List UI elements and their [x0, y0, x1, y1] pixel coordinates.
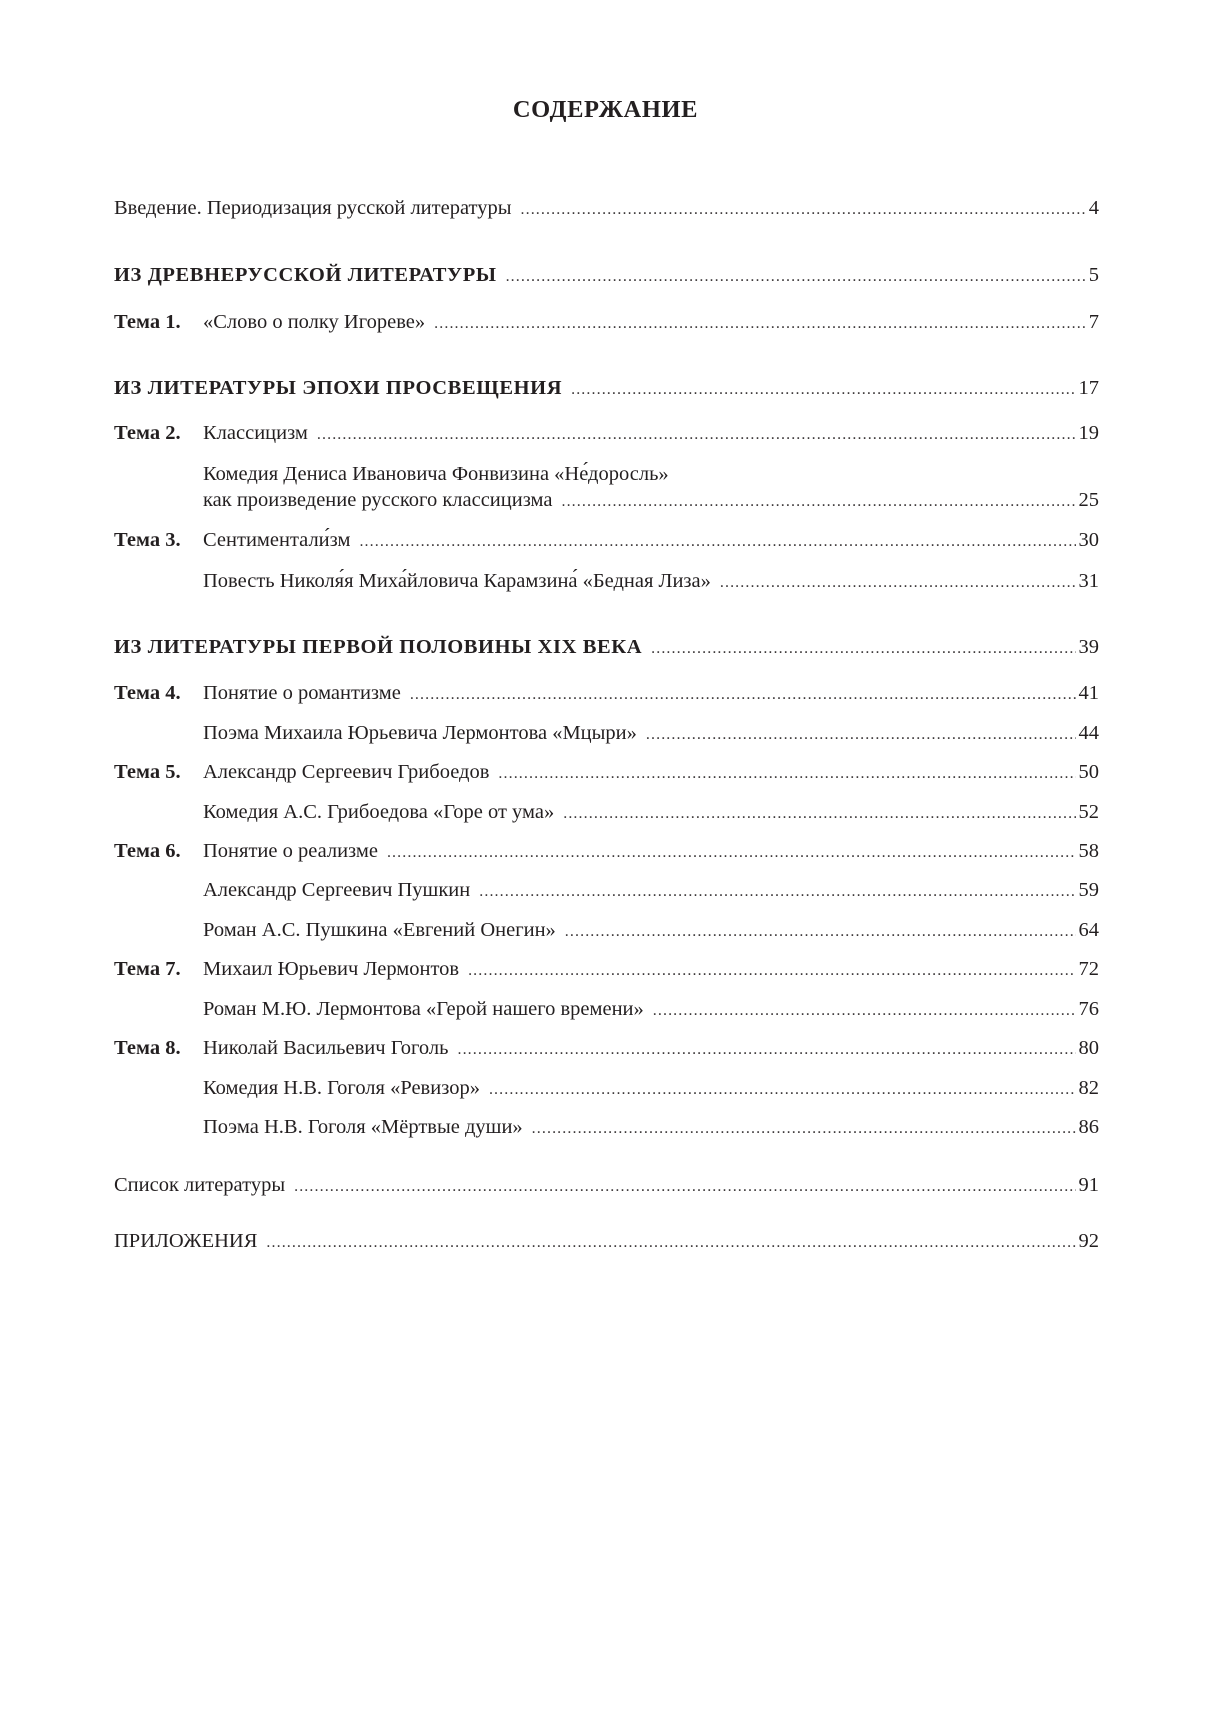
- dot-leader: [565, 919, 1076, 945]
- toc-section-enlightenment[interactable]: [114, 375, 1099, 401]
- toc-section-title: ИЗ ЛИТЕРАТУРЫ ЭПОХИ ПРОСВЕЩЕНИЯ: [114, 377, 563, 399]
- toc-entry-bibliography[interactable]: [114, 1172, 1099, 1198]
- toc-entry-text: Повесть Николя́я Миха́йловича Карамзина́ «Бедная Лиза»: [203, 570, 711, 592]
- toc-page-number: 44: [1078, 722, 1099, 744]
- dot-leader: [571, 377, 1075, 403]
- toc-section-title: ИЗ ДРЕВНЕРУССКОЙ ЛИТЕРАТУРЫ: [114, 264, 497, 286]
- toc-entry-topic-1[interactable]: [114, 309, 1099, 335]
- toc-page-number: 39: [1078, 636, 1099, 658]
- toc-page-number: 30: [1078, 529, 1099, 551]
- toc-entry-text: Комедия Н.В. Гоголя «Ревизор»: [203, 1077, 480, 1099]
- dot-leader: [410, 682, 1076, 708]
- toc-entry-text: Поэма Н.В. Гоголя «Мёртвые души»: [203, 1116, 523, 1138]
- toc-entry-text: ПРИЛОЖЕНИЯ: [114, 1230, 258, 1252]
- topic-number: Тема 6.: [114, 840, 181, 862]
- dot-leader: [651, 636, 1075, 662]
- toc-entry-appendices[interactable]: [114, 1228, 1099, 1254]
- toc-page-number: 59: [1078, 879, 1099, 901]
- toc-entry-topic-8-dead-souls[interactable]: [114, 1114, 1099, 1140]
- toc-entry-topic-7-hero[interactable]: [114, 996, 1099, 1022]
- dot-leader: [646, 722, 1076, 748]
- toc-page-number: 58: [1078, 840, 1099, 862]
- toc-entry-text: Поэма Михаила Юрьевича Лермонтова «Мцыри»: [203, 722, 637, 744]
- toc-entry-topic-2[interactable]: [114, 420, 1099, 446]
- toc-entry-text: Роман А.С. Пушкина «Евгений Онегин»: [203, 919, 556, 941]
- toc-entry-text: Понятие о романтизме: [203, 682, 401, 704]
- dot-leader: [387, 840, 1076, 866]
- topic-number: Тема 4.: [114, 682, 181, 704]
- toc-page-number: 41: [1078, 682, 1099, 704]
- topic-number: Тема 8.: [114, 1037, 181, 1059]
- toc-page-number: 76: [1078, 998, 1099, 1020]
- toc-entry-text: Николай Васильевич Гоголь: [203, 1037, 449, 1059]
- toc-entry-topic-5-gore[interactable]: [114, 799, 1099, 825]
- dot-leader: [521, 197, 1086, 223]
- toc-page-number: 50: [1078, 761, 1099, 783]
- toc-entry-topic-5[interactable]: [114, 759, 1099, 785]
- toc-entry-text: Михаил Юрьевич Лермонтов: [203, 958, 460, 980]
- toc-section-old-russian[interactable]: [114, 262, 1099, 288]
- dot-leader: [479, 879, 1075, 905]
- toc-page-number: 80: [1078, 1037, 1099, 1059]
- toc-entry-text: Классицизм: [203, 422, 308, 444]
- toc-entry-topic-7[interactable]: [114, 956, 1099, 982]
- toc-entry-text: Введение. Периодизация русской литературы: [114, 197, 512, 219]
- toc-entry-text-line2: как произведение русского классицизма: [203, 489, 553, 511]
- topic-number: Тема 2.: [114, 422, 181, 444]
- dot-leader: [294, 1174, 1075, 1200]
- toc-page-number: 82: [1078, 1077, 1099, 1099]
- toc-page-number: 7: [1088, 311, 1099, 333]
- toc-entry-text: Сентиментали́зм: [203, 529, 351, 551]
- toc-page-number: 19: [1078, 422, 1099, 444]
- toc-page-number: 91: [1078, 1174, 1099, 1196]
- toc-entry-text: Список литературы: [114, 1174, 286, 1196]
- toc-entry-text: Александр Сергеевич Пушкин: [203, 879, 471, 901]
- dot-leader: [653, 998, 1076, 1024]
- toc-entry-text: «Слово о полку Игореве»: [203, 311, 426, 333]
- dot-leader: [720, 570, 1076, 596]
- dot-leader: [457, 1037, 1075, 1063]
- toc-entry-topic-3-karamzin[interactable]: [114, 568, 1099, 594]
- dot-leader: [561, 489, 1075, 515]
- toc-entry-topic-6-pushkin[interactable]: [114, 877, 1099, 903]
- dot-leader: [498, 761, 1075, 787]
- dot-leader: [489, 1077, 1076, 1103]
- toc-section-title: ИЗ ЛИТЕРАТУРЫ ПЕРВОЙ ПОЛОВИНЫ XIX ВЕКА: [114, 636, 643, 658]
- toc-page-number: 72: [1078, 958, 1099, 980]
- toc-page-number: 31: [1078, 570, 1099, 592]
- toc-page-number: 4: [1088, 197, 1099, 219]
- dot-leader: [434, 311, 1086, 337]
- toc-entry-topic-8-revizor[interactable]: [114, 1075, 1099, 1101]
- toc-entry-text: Комедия А.С. Грибоедова «Горе от ума»: [203, 801, 555, 823]
- toc-entry-text: Александр Сергеевич Грибоедов: [203, 761, 490, 783]
- toc-page-number: 17: [1078, 377, 1099, 399]
- toc-entry-topic-2-fonvizin[interactable]: [114, 461, 1099, 513]
- dot-leader: [266, 1230, 1075, 1256]
- dot-leader: [532, 1116, 1076, 1142]
- toc-entry-topic-8[interactable]: [114, 1035, 1099, 1061]
- topic-number: Тема 7.: [114, 958, 181, 980]
- toc-page-number: 86: [1078, 1116, 1099, 1138]
- toc-entry-topic-6-onegin[interactable]: [114, 917, 1099, 943]
- toc-entry-text: Роман М.Ю. Лермонтова «Герой нашего времени»: [203, 998, 644, 1020]
- toc-entry-text: Понятие о реализме: [203, 840, 378, 862]
- toc-entry-topic-6[interactable]: [114, 838, 1099, 864]
- topic-number: Тема 1.: [114, 311, 181, 333]
- toc-page-number: 64: [1078, 919, 1099, 941]
- dot-leader: [468, 958, 1075, 984]
- topic-number: Тема 5.: [114, 761, 181, 783]
- dot-leader: [506, 264, 1086, 290]
- toc-page-number: 52: [1078, 801, 1099, 823]
- dot-leader: [317, 422, 1076, 448]
- toc-entry-topic-3[interactable]: [114, 527, 1099, 553]
- toc-page-number: 5: [1088, 264, 1099, 286]
- toc-page-number: 25: [1078, 489, 1099, 511]
- dot-leader: [563, 801, 1075, 827]
- toc-entry-text-line1: Комедия Дениса Ивановича Фонвизина «Не́доросль»: [203, 463, 669, 485]
- toc-entry-topic-4-mtsyri[interactable]: [114, 720, 1099, 746]
- toc-page-number: 92: [1078, 1230, 1099, 1252]
- dot-leader: [359, 529, 1075, 555]
- toc-entry-topic-4[interactable]: [114, 680, 1099, 706]
- topic-number: Тема 3.: [114, 529, 181, 551]
- toc-entry-intro[interactable]: [114, 195, 1099, 221]
- toc-section-19th-century[interactable]: [114, 634, 1099, 660]
- page-title: СОДЕРЖАНИЕ: [512, 96, 699, 123]
